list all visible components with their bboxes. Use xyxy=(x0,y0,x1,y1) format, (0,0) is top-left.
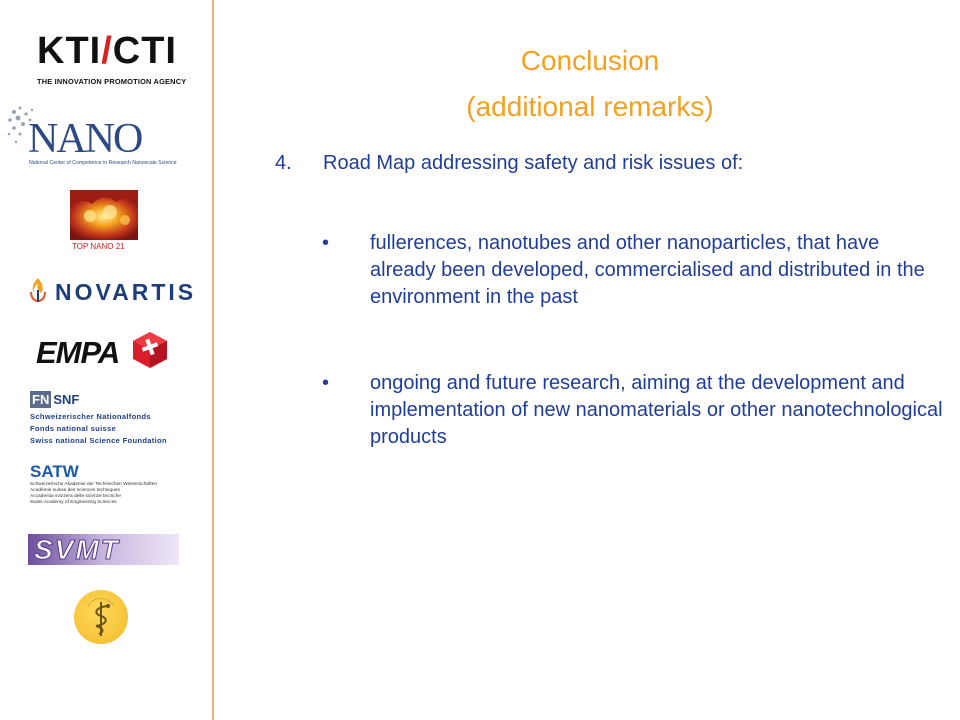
novartis-flame-icon xyxy=(27,276,49,304)
satw-line-4: Swiss Academy of Engineering Sciences xyxy=(30,500,117,505)
bullet-marker: • xyxy=(322,372,330,394)
item-text: Road Map addressing safety and risk issues of: xyxy=(323,152,744,174)
novartis-logo-text: NOVARTIS xyxy=(55,279,197,305)
kti-slash: / xyxy=(101,30,113,72)
top-nano-image xyxy=(70,190,138,240)
nano-logo-text: NANO xyxy=(28,116,142,162)
fnsnf-line-1: Schweizerischer Nationalfonds xyxy=(30,412,151,421)
logo-sidebar xyxy=(0,0,212,720)
swiss-cube-icon xyxy=(130,330,170,370)
snf-text: SNF xyxy=(53,392,80,407)
sidebar-divider xyxy=(212,0,214,720)
fnsnf-logo xyxy=(30,393,81,406)
fn-text: FN xyxy=(32,392,50,407)
item-number: 4. xyxy=(275,152,292,174)
title-line-1: Conclusion xyxy=(520,45,660,76)
kti-cti-logo xyxy=(37,32,177,70)
satw-line-2: Académie suisse des sciences techniques xyxy=(30,488,120,493)
bullet-text: fullerences, nanotubes and other nanoparticles, that have already been developed, commercialised and distributed in the environment in the past xyxy=(370,232,925,308)
satw-line-3: Accademia svizzera delle scienze tecniche xyxy=(30,494,121,499)
kti-text: KTI xyxy=(37,30,102,72)
caduceus-icon xyxy=(74,590,128,644)
svmt-logo xyxy=(28,534,179,565)
slide-title xyxy=(290,38,890,130)
medical-society-logo xyxy=(74,590,128,644)
title-line-2: (additional remarks) xyxy=(466,91,714,122)
nano-subtitle: National Center of Competence in Research Nanoscale Science xyxy=(29,160,177,166)
kti-tagline: THE INNOVATION PROMOTION AGENCY xyxy=(37,77,187,86)
empa-logo-text: EMPA xyxy=(36,335,120,370)
bullet-marker: • xyxy=(322,232,330,254)
satw-logo-text: SATW xyxy=(30,462,79,481)
cti-text: CTI xyxy=(112,30,177,72)
fnsnf-line-2: Fonds national suisse xyxy=(30,424,117,433)
bullet-text: ongoing and future research, aiming at the development and implementation of new nanomaterials or other nanotechnological products xyxy=(370,372,943,448)
numbered-item xyxy=(275,150,743,177)
fnsnf-line-3: Swiss national Science Foundation xyxy=(30,436,167,445)
svmt-logo-text: SVMT xyxy=(34,534,120,565)
satw-line-1: Schweizerische Akademie der Technischen Wissenschaften xyxy=(30,482,158,487)
top-nano-label: TOP NANO 21 xyxy=(72,242,125,251)
